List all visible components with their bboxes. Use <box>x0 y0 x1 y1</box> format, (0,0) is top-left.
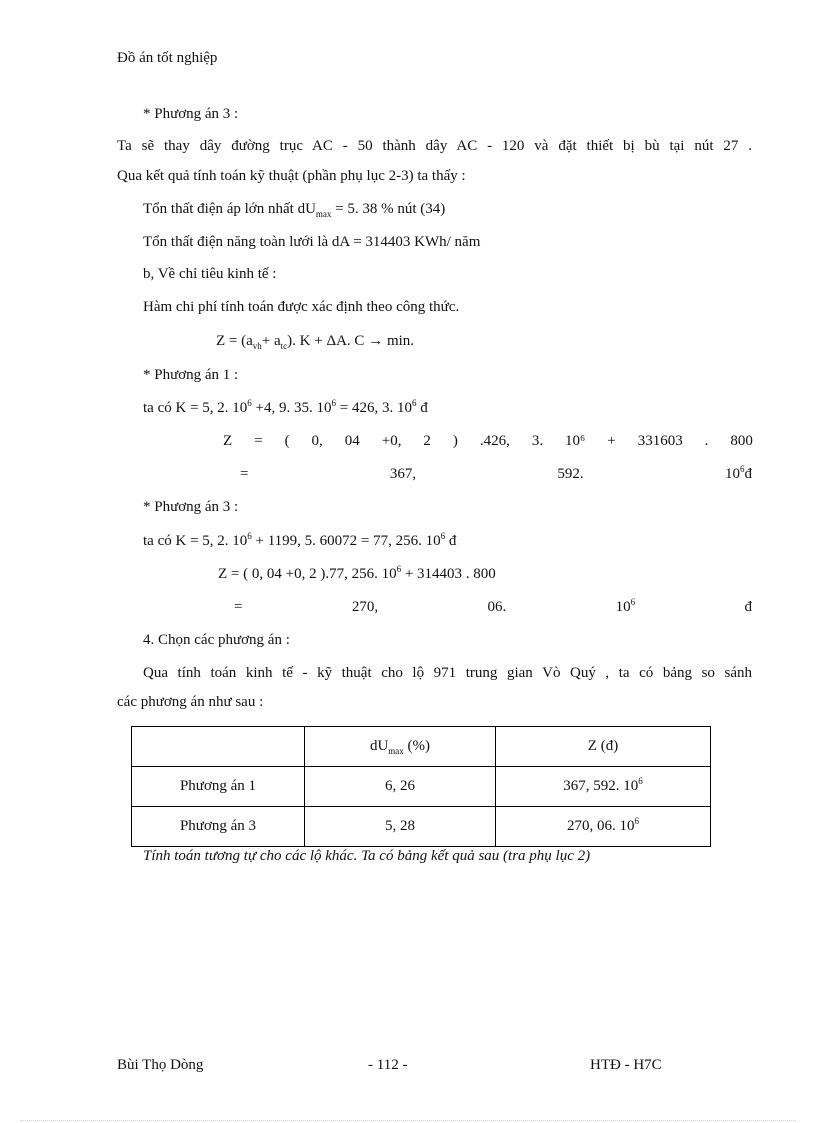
cost-formula: $Z = (a_{vh}+ a_{tc})$. K + ΔA. C → min. <box>216 333 415 351</box>
pa3-cost-formula: Z = ( 0, 04 +0, 2 ).77, 256. $10^6 + 314403$ . 800 <box>218 564 496 582</box>
table-header-cell: Z (đ) <box>496 727 711 767</box>
page-bottom-border <box>20 1120 796 1121</box>
economic-heading: b, Về chỉ tiêu kinh tế : <box>143 266 277 282</box>
paragraph-line: Qua kết quả tính toán kỹ thuật (phần phụ lục 2-3) ta thấy : <box>117 168 466 184</box>
voltage-loss-line: Tổn thất điện áp lớn nhất $dU_{max} = 5$. 38 % nút (34) <box>143 201 446 219</box>
table-cell: Phương án 1 <box>132 767 305 807</box>
pa3-cost-result: = 270, 06. $10^6$ đ <box>234 597 752 615</box>
cost-function-intro: Hàm chi phí tính toán được xác định theo công thức. <box>143 299 460 315</box>
pa1-heading: * Phương án 1 : <box>143 367 239 383</box>
paragraph-line: các phương án như sau : <box>117 694 264 710</box>
table-header-cell: $dU_{max}$ (%) <box>305 727 496 767</box>
footer-author: Bùi Thọ Dòng <box>117 1057 204 1073</box>
footer-class: HTĐ - H7C <box>590 1057 662 1073</box>
table-cell: 367, 592. $10^6$ <box>496 767 711 807</box>
footer-page-number: - 112 - <box>368 1057 408 1073</box>
pa3-heading: * Phương án 3 : <box>143 106 239 122</box>
paragraph-line: Qua tính toán kinh tế - kỹ thuật cho lộ 971 trung gian Vò Quý , ta có bảng so sánh <box>143 665 752 681</box>
table-row <box>132 807 711 847</box>
note-text: Tính toán tương tự cho các lộ khác. Ta có bảng kết quả sau (tra phụ lục 2) <box>143 848 591 864</box>
page-header-title: Đồ án tốt nghiệp <box>117 50 218 66</box>
table-header-row <box>132 727 711 767</box>
pa3-investment: ta có K = 5, 2. $10^6 + 1199$, 5. 60072 = 77, 256. $10^6$ đ <box>143 531 457 549</box>
paragraph-line: Ta sẽ thay dây đường trục AC - 50 thành dây AC - 120 và đặt thiết bị bù tại nút 27 . <box>117 138 752 154</box>
table-header-cell <box>132 727 305 767</box>
choose-heading: 4. Chọn các phương án : <box>143 632 290 648</box>
comparison-table <box>131 726 711 847</box>
arrow-icon: → <box>368 333 384 349</box>
pa3-heading: * Phương án 3 : <box>143 499 239 515</box>
table-cell: 6, 26 <box>305 767 496 807</box>
table-cell: 270, 06. $10^6$ <box>496 807 711 847</box>
pa1-investment: ta có K = 5, 2. $10^6 +4$, 9. 35. $10^6 = 426$, 3. $10^6$ đ <box>143 398 428 416</box>
table-cell: 5, 28 <box>305 807 496 847</box>
pa1-cost-result: = 367, 592. $10^6đ$ <box>240 464 752 482</box>
table-row <box>132 767 711 807</box>
pa1-cost-formula: Z = ( 0, 04 +0, 2 ) .426, 3. 10⁶ + 331603 . 800 <box>223 433 753 449</box>
energy-loss-line: Tổn thất điện năng toàn lưới là dA = 314403 KWh/ năm <box>143 234 481 250</box>
table-cell: Phương án 3 <box>132 807 305 847</box>
